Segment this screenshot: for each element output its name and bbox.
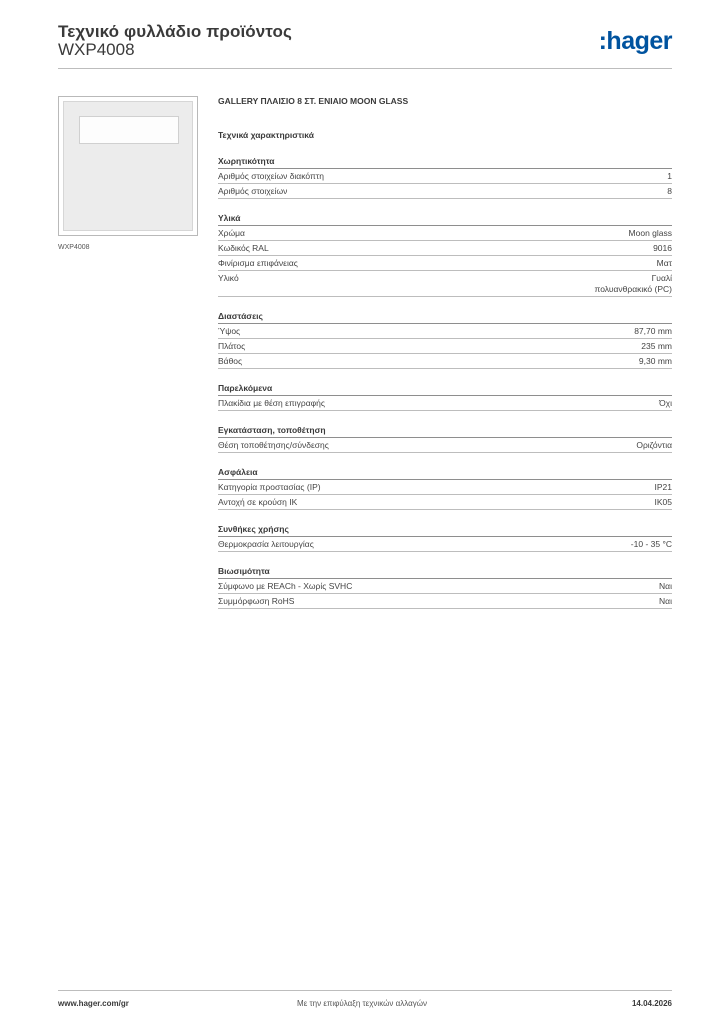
spec-row (218, 339, 672, 354)
spec-content (218, 96, 672, 609)
spec-label: Αριθμός στοιχείων (218, 186, 288, 196)
spec-value-line: πολυανθρακικό (PC) (594, 284, 672, 294)
spec-row (218, 438, 672, 453)
spec-value (631, 539, 672, 550)
footer-divider (58, 990, 672, 991)
spec-label: Σύμφωνο με REACh - Χωρίς SVHC (218, 581, 353, 591)
product-name: GALLERY ΠΛΑΙΣΙΟ 8 ΣΤ. ΕΝΙΑΙΟ MOON GLASS (218, 96, 409, 106)
spec-value (634, 326, 672, 337)
spec-value (629, 228, 672, 239)
spec-row (218, 241, 672, 256)
section-title: Εγκατάσταση, τοποθέτηση (218, 425, 672, 438)
section-title: Υλικά (218, 213, 672, 226)
spec-row (218, 594, 672, 609)
image-caption: WXP4008 (58, 244, 90, 251)
footer-date: 14.04.2026 (631, 999, 672, 1008)
spec-row (218, 271, 672, 297)
spec-value-line: Γυαλί (651, 273, 672, 283)
spec-value (655, 482, 673, 493)
spec-value (595, 273, 673, 295)
spec-row (218, 184, 672, 199)
spec-row (218, 480, 672, 495)
spec-row (218, 354, 672, 369)
section-title: Παρελκόμενα (218, 383, 672, 396)
spec-value (657, 258, 672, 269)
spec-value (636, 440, 672, 451)
footer-website: www.hager.com/gr (58, 999, 129, 1008)
spec-row (218, 226, 672, 241)
spec-value (659, 398, 672, 409)
section-title: Διαστάσεις (218, 311, 672, 324)
spec-value-line: 9,30 mm (638, 356, 672, 366)
spec-value-line: Ματ (656, 258, 672, 268)
spec-value-line: Οριζόντια (636, 440, 672, 450)
spec-value (659, 596, 672, 607)
spec-value-line: IK05 (654, 497, 672, 507)
section-title: Βιωσιμότητα (218, 566, 672, 579)
spec-sections (218, 156, 672, 609)
spec-label: Βάθος (218, 356, 243, 366)
spec-value-line: 87,70 mm (634, 326, 672, 336)
hager-logo: :hager (598, 27, 672, 55)
spec-label: Θερμοκρασία λειτουργίας (218, 539, 314, 549)
spec-heading: Τεχνικά χαρακτηριστικά (218, 130, 314, 140)
spec-value-line: -10 - 35 °C (630, 539, 672, 549)
footer-notice: Με την επιφύλαξη τεχνικών αλλαγών (297, 999, 427, 1008)
spec-value-line: Όχι (659, 398, 672, 408)
frame-plate (63, 101, 193, 231)
section-title: Ασφάλεια (218, 467, 672, 480)
spec-row (218, 579, 672, 594)
header-divider (58, 68, 672, 69)
spec-value (653, 243, 672, 254)
spec-value (639, 356, 672, 367)
spec-label: Κατηγορία προστασίας (IP) (218, 482, 321, 492)
document-title: Τεχνικό φυλλάδιο προϊόντος (58, 22, 292, 41)
spec-value-line: 1 (667, 171, 672, 181)
spec-label: Ύψος (218, 326, 241, 336)
section-title: Χωρητικότητα (218, 156, 672, 169)
spec-label: Συμμόρφωση RoHS (218, 596, 295, 606)
spec-value-line: 9016 (653, 243, 672, 253)
spec-label: Πλάτος (218, 341, 246, 351)
spec-value (641, 341, 672, 352)
spec-label: Υλικό (218, 273, 239, 283)
spec-row (218, 324, 672, 339)
spec-row (218, 169, 672, 184)
spec-row (218, 495, 672, 510)
spec-label: Αντοχή σε κρούση IK (218, 497, 298, 507)
spec-label: Κωδικός RAL (218, 243, 269, 253)
spec-value-line: Ναι (659, 596, 672, 606)
spec-value (667, 171, 672, 182)
spec-label: Αριθμός στοιχείων διακόπτη (218, 171, 324, 181)
spec-value (667, 186, 672, 197)
spec-value (655, 497, 673, 508)
spec-label: Θέση τοποθέτησης/σύνδεσης (218, 440, 329, 450)
spec-row (218, 396, 672, 411)
product-code: WXP4008 (58, 40, 135, 59)
spec-label: Φινίρισμα επιφάνειας (218, 258, 298, 268)
spec-value-line: 235 mm (641, 341, 672, 351)
product-image (58, 96, 198, 236)
spec-value-line: IP21 (654, 482, 672, 492)
spec-label: Χρώμα (218, 228, 245, 238)
spec-label: Πλακίδια με θέση επιγραφής (218, 398, 325, 408)
spec-value (659, 581, 672, 592)
spec-row (218, 256, 672, 271)
spec-value-line: Ναι (659, 581, 672, 591)
spec-value-line: 8 (667, 186, 672, 196)
spec-value-line: Moon glass (628, 228, 672, 238)
spec-row (218, 537, 672, 552)
frame-opening (79, 116, 179, 144)
section-title: Συνθήκες χρήσης (218, 524, 672, 537)
